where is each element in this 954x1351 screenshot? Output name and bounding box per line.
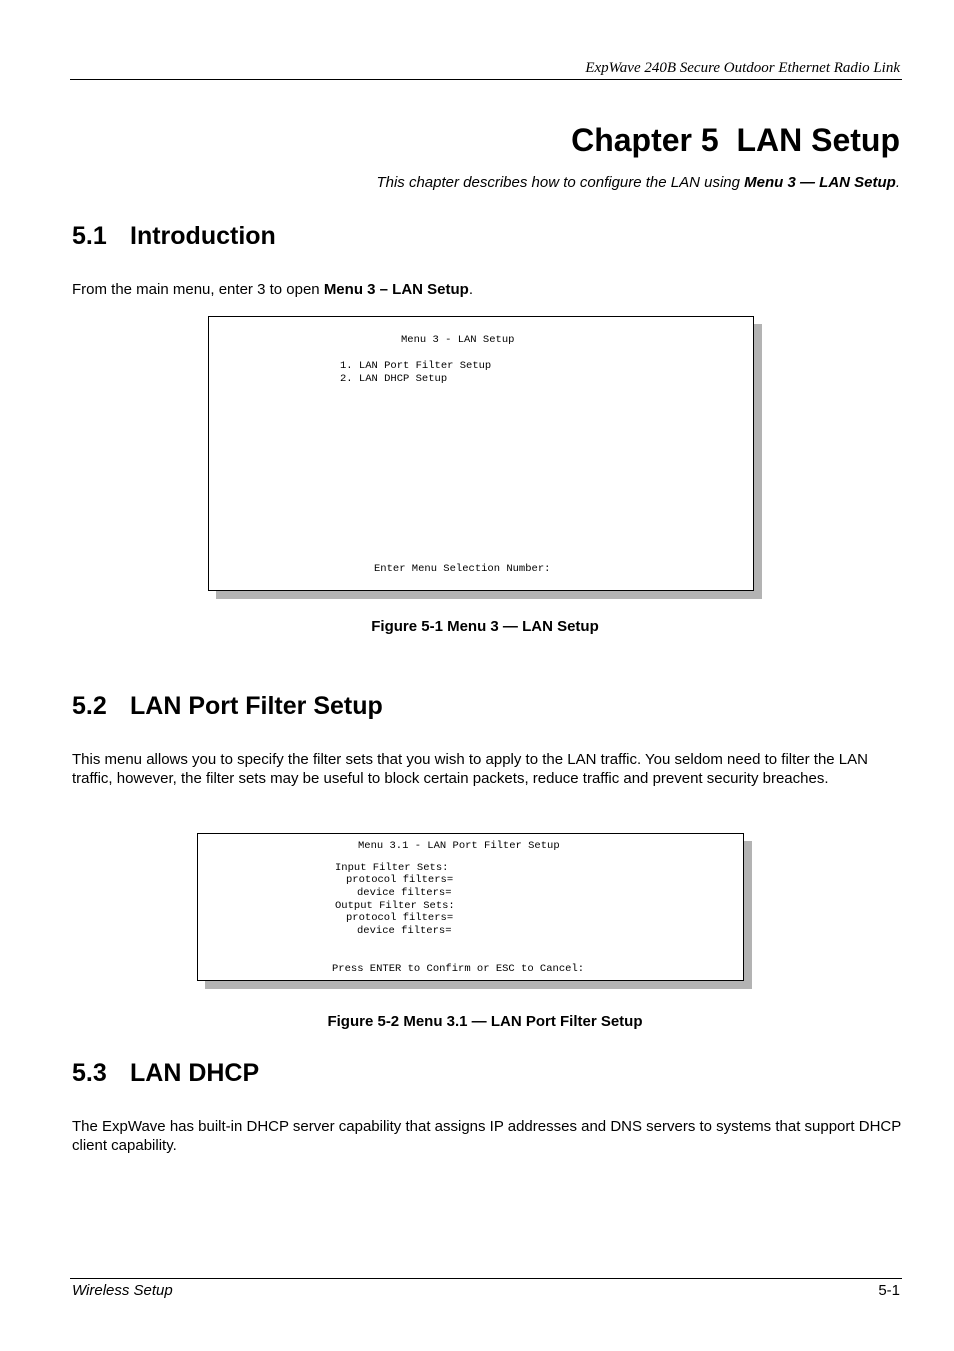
chapter-subtitle-bold: Menu 3 — LAN Setup — [744, 174, 896, 191]
output-device-filters-label: device filters= — [357, 925, 452, 937]
header-title: ExpWave 240B Secure Outdoor Ethernet Radio Link — [585, 60, 900, 76]
menu-item-lan-port-filter: 1. LAN Port Filter Setup — [340, 360, 492, 372]
figure-caption-5-1: Figure 5-1 Menu 3 — LAN Setup — [371, 618, 599, 635]
section-title: LAN DHCP — [130, 1059, 260, 1087]
input-protocol-filters-label: protocol filters= — [346, 874, 454, 886]
menu-3-screen — [208, 316, 754, 591]
section-intro-text — [72, 281, 902, 300]
menu-item-lan-dhcp: 2. LAN DHCP Setup — [340, 373, 448, 385]
chapter-subtitle — [376, 174, 900, 191]
intro-text-bold: Menu 3 – LAN Setup — [323, 281, 469, 298]
footer-page-number: 5-1 — [878, 1282, 900, 1299]
section-number: 5.3 — [72, 1059, 107, 1087]
confirm-cancel-prompt: Press ENTER to Confirm or ESC to Cancel: — [332, 963, 585, 975]
screen-title: Menu 3 - LAN Setup — [401, 334, 515, 346]
intro-text-prefix: From the main menu, enter 3 to open — [72, 281, 324, 298]
screen-title: Menu 3.1 - LAN Port Filter Setup — [358, 840, 560, 852]
input-device-filters-label: device filters= — [357, 887, 452, 899]
header-rule — [70, 79, 902, 80]
menu-3-1-screen — [197, 833, 744, 981]
section-heading-lan-dhcp — [72, 1059, 259, 1088]
chapter-subtitle-suffix: . — [895, 174, 900, 191]
section-title: Introduction — [130, 222, 276, 250]
figure-caption-5-2: Figure 5-2 Menu 3.1 — LAN Port Filter Setup — [327, 1013, 643, 1030]
output-protocol-filters-label: protocol filters= — [346, 912, 454, 924]
section-heading-introduction — [72, 222, 276, 251]
section-number: 5.1 — [72, 222, 107, 250]
output-filter-sets-label: Output Filter Sets: — [335, 900, 455, 912]
section-dhcp-text: The ExpWave has built-in DHCP server capability that assigns IP addresses and DNS servers to systems that support DHCP client capability. — [72, 1118, 901, 1154]
footer-section-name: Wireless Setup — [72, 1282, 173, 1299]
section-port-filter-text: This menu allows you to specify the filter sets that you wish to apply to the LAN traffic. You seldom need to filter the LAN traffic, however, the filter sets may be useful to block certain packets, reduce traffic and prevent security breaches. — [72, 751, 868, 787]
section-title: LAN Port Filter Setup — [130, 692, 383, 720]
menu-selection-prompt: Enter Menu Selection Number: — [374, 563, 551, 575]
input-filter-sets-label: Input Filter Sets: — [335, 862, 449, 874]
section-number: 5.2 — [72, 692, 107, 720]
intro-text-suffix: . — [468, 281, 473, 298]
chapter-title: Chapter 5 LAN Setup — [571, 122, 900, 158]
footer-rule — [70, 1278, 902, 1279]
chapter-subtitle-prefix: This chapter describes how to configure the LAN using — [376, 174, 745, 191]
section-heading-lan-port-filter — [72, 692, 383, 721]
